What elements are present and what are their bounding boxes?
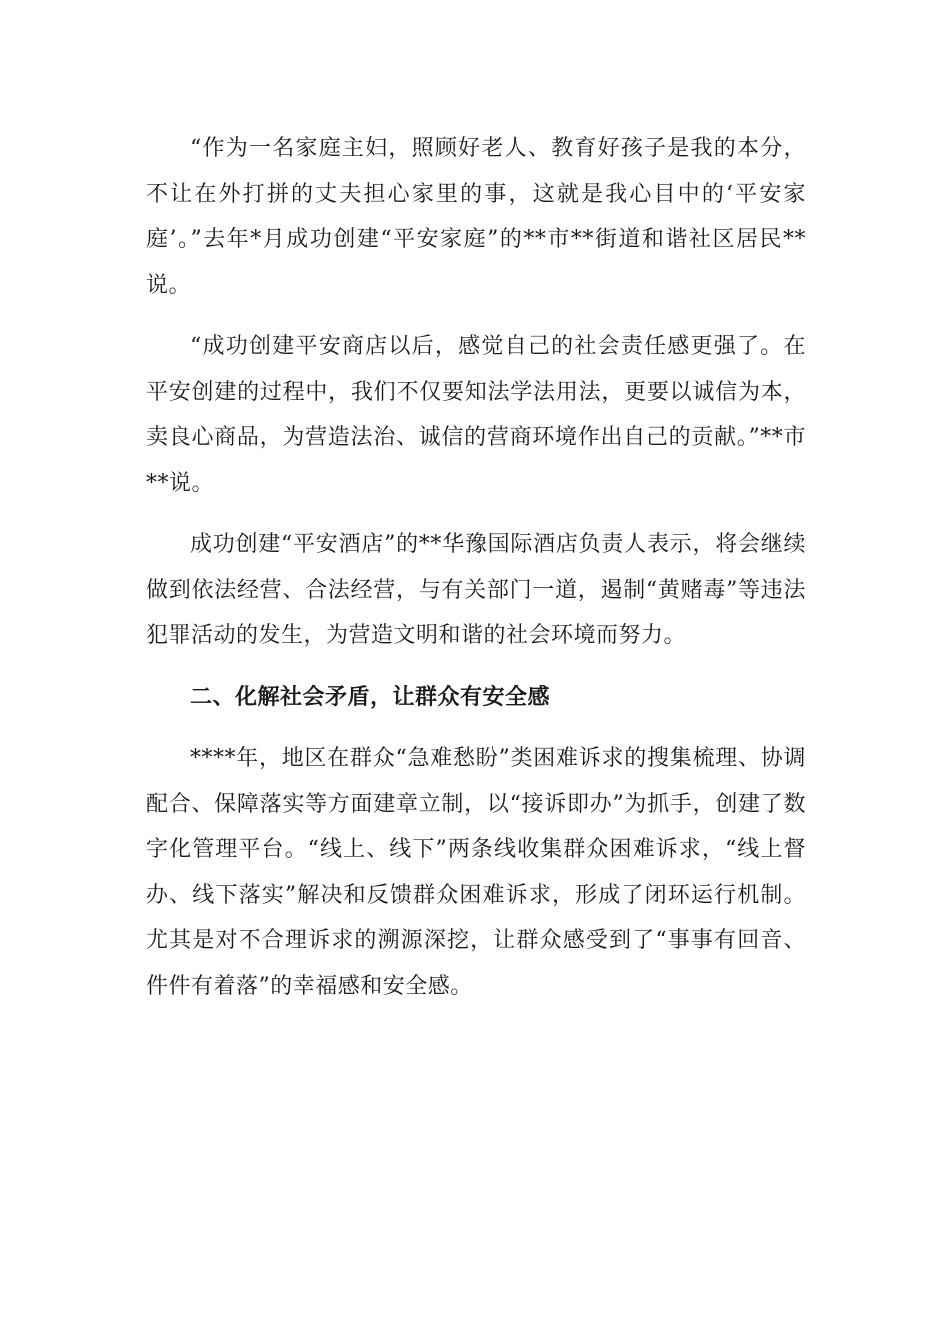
- section-heading: 二、化解社会矛盾，让群众有安全感: [190, 684, 551, 710]
- paragraph-store-quote: “成功创建平安商店以后，感觉自己的社会责任感更强了。在平安创建的过程中，我们不仅要知法学法用法，更要以诚信为本，卖良心商品，为营造法治、诚信的营商环境作出自己的贡献。”**市**说。: [146, 334, 806, 496]
- paragraph-section-body: ****年，地区在群众“急难愁盼”类困难诉求的搜集梳理、协调配合、保障落实等方面建章立制，以“接诉即办”为抓手，创建了数字化管理平台。“线上、线下”两条线收集群众困难诉求，“线上督办、线下落实”解决和反馈群众困难诉求，形成了闭环运行机制。尤其是对不合理诉求的溯源深挖，让群众感受到了“事事有回音、件件有着落”的幸福感和安全感。: [146, 746, 806, 999]
- paragraph-hotel-statement: 成功创建“平安酒店”的**华豫国际酒店负责人表示，将会继续做到依法经营、合法经营，与有关部门一道，遏制“黄赌毒”等违法犯罪活动的发生，为营造文明和谐的社会环境而努力。: [146, 532, 806, 648]
- paragraph-housewife-quote: “作为一名家庭主妇，照顾好老人、教育好孩子是我的本分，不让在外打拼的丈夫担心家里的事，这就是我心目中的‘平安家庭’。”去年*月成功创建“平安家庭”的**市**街道和谐社区居民**说。: [146, 136, 806, 298]
- document-body: [146, 126, 806, 1025]
